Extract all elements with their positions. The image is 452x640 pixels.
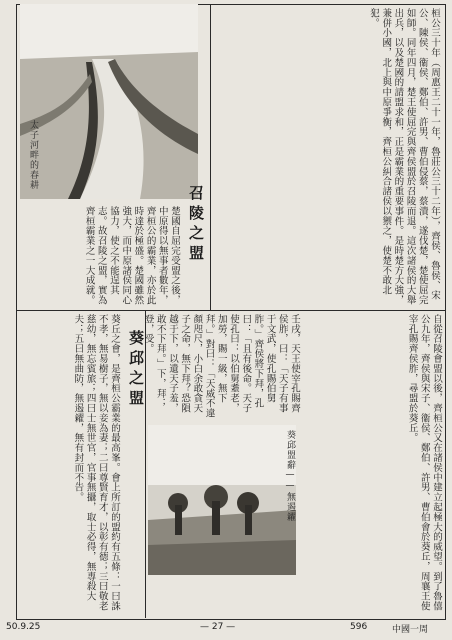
heading-kuiqiu: 葵邱之盟 [127,330,145,410]
heading-zhaoling: 召陵之盟 [187,185,205,265]
river-photo [20,4,198,199]
article-text-lower-mid [142,314,300,422]
section-divider [16,310,445,311]
photo-caption-top: 太子河畔的春耕 [28,120,38,190]
paragraph: 壬戌，天王使宰孔賜齊侯胙，曰：「天子有事于文武，使孔賜伯舅胙。」齊侯將下拜，孔曰：「且有後命。天子使孔曰：以伯舅耋老，加勞，賜一級，無下拜。」對曰：「天威不違顏咫尺，小白余敢貪天子之命，無下拜？恐隕越于下，以遺天子羞，敢不下拜。」下，拜；登，受。 [142,314,300,419]
article-text-upper-right [214,8,440,306]
footer-page-number: 596 [350,622,368,632]
paragraph: 楚國自屈完受盟之後，中原得以無事者數年，齊桓公的霸業，亦於此時達於極盛。楚國雖然強大，而中原諸侯同心協力，使之不能逞其志。故召陵之盟，實為齊桓霸業之一大成就。 [83,206,180,305]
farm-image [148,425,296,575]
article-text-lower-left [20,314,120,614]
farm-photo [148,425,296,575]
footer-page-center: — 27 — [200,622,236,632]
footer-journal-name: 中國一周 [392,625,429,635]
column-rule [210,4,211,310]
paragraph: 自從召陵會盟以後，齊桓公又在諸侯中建立起極大的威望。到了魯僖公九年，齊侯與宋子、衞侯、鄭伯、許男、曹伯會於葵丘，周襄王使宰孔賜齊侯胙，尋盟於葵丘。 [406,314,442,611]
paragraph: 桓公三十年（周惠王二十一年，魯莊公三十二年），齊侯、魯侯、宋公、陳侯、衞侯、鄭伯、許男、曹伯侵蔡，蔡潰，遂伐楚，楚使屈完如師。同年四月，楚王使屈完與齊侯盟於召陵而退。這次諸侯的大舉出兵，以及楚國的請盟求和，正是霸業的重要事件。是時楚方大強，兼併小國，北上與中原爭衡，齊桓公糾合諸侯以禦之，使楚不敢北犯。 [367,8,440,305]
article-text-upper-left [20,206,180,306]
paragraph: 葵丘之會，是齊桓公霸業的最高峯。會上所訂的盟約有五條：一曰誅不孝，無易樹子，無以妾為妻；二曰尊賢育才，以彰有德；三曰敬老慈幼，無忘賓旅；四曰士無世官，官事無攝，取士必得，無專殺大夫；五曰無曲防，無遏糴，無有封而不告。 [72,314,120,611]
footer-date: 50.9.25 [6,622,41,632]
river-image [20,4,198,199]
photo-caption-bottom: 葵邱盟辭——無遏糴 [285,430,295,522]
article-text-lower-right [304,314,442,614]
